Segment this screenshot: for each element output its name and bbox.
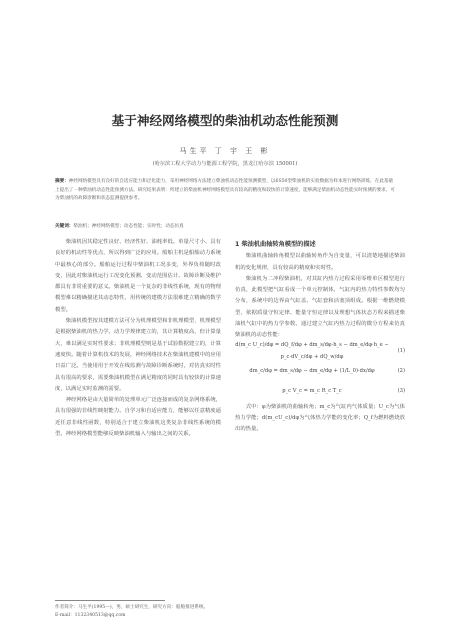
left-paragraph-3: 神经网络是由大量简单的处理单元广泛连接而成的复杂网络系统，具有很强的非线性映射能力、自学习和自适应能力，能够以任意精度逼近任意非线性函数，特别适合于建立柴油机这类复杂非线性系统的模型。神经网络模型能够反映柴油机输入与输出之间的关系。 <box>55 397 221 438</box>
author-list: 马生平 丁 宇 王 彬 <box>179 147 271 155</box>
equation-3 <box>235 382 405 402</box>
paper-title: 基于神经网络模型的柴油机动态性能预测 <box>111 113 339 128</box>
equation-2-number: (2) <box>397 368 405 375</box>
right-column <box>235 237 405 436</box>
affiliation: (哈尔滨工程大学动力与能源工程学院，黑龙江哈尔滨 150001) <box>152 161 298 167</box>
abstract <box>55 178 395 204</box>
left-column <box>55 237 221 440</box>
keywords-text: 柴油机；神经网络模型；动态性能；实时性；动态仿真 <box>73 224 184 229</box>
keywords-label: 关键词： <box>55 224 74 229</box>
left-paragraph-1: 柴油机因其稳定性良好、经济性好、油耗率低、单量尺寸小、具有良好的机动性等优点，所以得到广泛的应用。船舶主机是船舶动力系统中最核心的部分。船舶运行过程中柴油机工况多变，外界负荷随时改变，因此对柴油机运行工况变化预测、变动范围估计、故障诊断及维护都具有非常重要的意义。柴油机是一个复杂的非线性系统，现有的物理模型难以精确描述其动态特性，用传统的建模方法很难建立精确的数学模型。 <box>55 239 221 313</box>
equation-3-body: p_c V_c = m_c R_c T_c <box>282 388 342 395</box>
footnote-email: E-mail：1132340513@qq.com <box>55 613 126 618</box>
left-paragraph-2: 柴油机模型按其建模方法可分为机理模型和非机理模型，机理模型是根据柴油机的热力学、动力学规律建立的，其计算精度高，但计算量大，难以满足实时性要求；非机理模型则是基于试验数据建立的，计算速度快。随着计算机技术的发展，神经网络技术在柴油机建模中的应用日益广泛。当使用用于开发在线监测与故障诊断系统时，对仿真实时性具有很高的要求，需要柴油机模型在满足精度的同时具有较快的计算速度，以满足实时监测的需要。 <box>55 318 221 392</box>
section-heading: 1 柴油机曲轴转角模型的描述 <box>235 241 316 248</box>
equation-2 <box>235 362 405 382</box>
abstract-label: 摘要： <box>55 179 69 184</box>
equation-2-body: dm_c/dφ = dm_s/dφ − dm_e/dφ + (1/L_0)·dx/dφ <box>249 368 375 375</box>
footnote <box>55 604 395 620</box>
footnote-author: 作者简介：马生平(1995—)，男，硕士研究生，研究方向：船舶推进系统。 <box>55 605 209 610</box>
section-paragraph-2: 柴油机为二冲程柴油机，对其缸内热力过程采用零维单区模型进行仿真，此模型把气缸看成一个单元控制体，气缸内的热力特性参数均匀分布，系统中的边界由气缸盖、气缸套和活塞顶组成。根据一维燃烧模型，依据质量守恒定律、能量守恒定律以及理想气体状态方程来描述柴油机气缸中的热力学参数。通过建立气缸内热力过程的微分方程来仿真柴油机的动态性能： <box>235 275 405 339</box>
section-paragraph-1: 柴油机曲轴转角模型以曲轴转角作为自变量，可以清楚地描述柴油机的变化规律，具有较高的精度和实时性。 <box>235 253 405 271</box>
abstract-text: 神经网络模型具有良好的自适应能力和泛化能力，采用神经网络方法建立柴油机动态性能预测模型，以6S50型柴油机的实验数据为样本进行网络训练，在此基础上提出了一种柴油机动态性能预测方法。研究结果表明：所建立的柴油机神经网络模型具有较高的精度和较快的计算速度，能够满足柴油机动态性能实时预测的要求，可为柴油机的故障诊断和状态监测提供参考。 <box>55 179 395 202</box>
equation-3-number: (3) <box>397 388 405 395</box>
equation-1 <box>235 342 405 362</box>
keywords <box>55 223 395 231</box>
footnote-divider <box>55 600 165 601</box>
section-after-text: 式中：φ为柴油机的曲轴转角；m_c为气缸内气体质量；U_c为气体热力学能；d(m_cU_c)/dφ为气体热力学能的变化率；Q_f为燃料燃烧放出的热量。 <box>235 403 405 433</box>
equation-1-body: d(m_c U_c)/dφ = dQ_f/dφ + dm_s/dφ·h_s − dm_e/dφ·h_e − p_c·dV_c/dφ + dQ_w/dφ <box>235 342 389 360</box>
equation-1-number: (1) <box>397 348 405 355</box>
